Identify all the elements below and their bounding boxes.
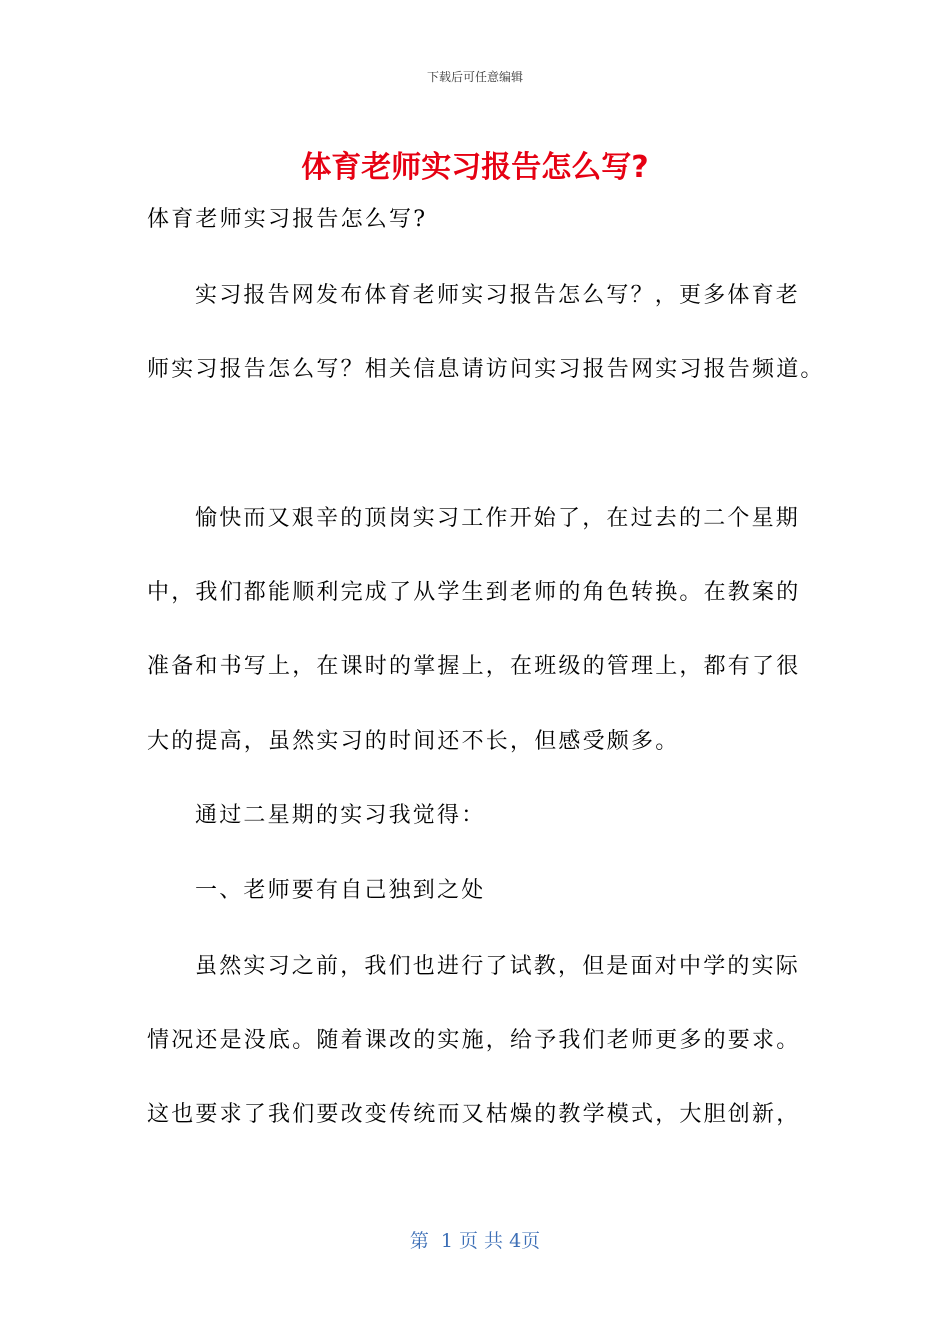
paragraph-line: 准备和书写上，在课时的掌握上，在班级的管理上，都有了很 — [147, 654, 801, 679]
paragraph-line: 虽然实习之前，我们也进行了试教，但是面对中学的实际 — [195, 954, 801, 979]
paragraph-line: 实习报告网发布体育老师实习报告怎么写？，更多体育老 — [195, 283, 801, 308]
document-title: 体育老师实习报告怎么写? — [301, 150, 649, 185]
paragraph-line: 通过二星期的实习我觉得： — [195, 803, 486, 828]
paragraph-line: 中，我们都能顺利完成了从学生到老师的角色转换。在教案的 — [147, 580, 801, 605]
paragraph-line: 这也要求了我们要改变传统而又枯燥的教学模式，大胆创新， — [147, 1102, 801, 1127]
paragraph-line: 愉快而又艰辛的顶岗实习工作开始了，在过去的二个星期 — [195, 506, 801, 531]
section-heading: 一、老师要有自己独到之处 — [195, 878, 486, 903]
paragraph-line: 大的提高，虽然实习的时间还不长，但感受颇多。 — [147, 729, 680, 754]
page-footer: 第 1 页 共 4页 — [409, 1230, 541, 1252]
paragraph-line: 师实习报告怎么写？相关信息请访问实习报告网实习报告频道。 — [147, 357, 825, 382]
header-note: 下载后可任意编辑 — [426, 70, 523, 84]
subtitle-line: 体育老师实习报告怎么写? — [147, 207, 428, 232]
paragraph-line: 情况还是没底。随着课改的实施，给予我们老师更多的要求。 — [147, 1028, 801, 1053]
